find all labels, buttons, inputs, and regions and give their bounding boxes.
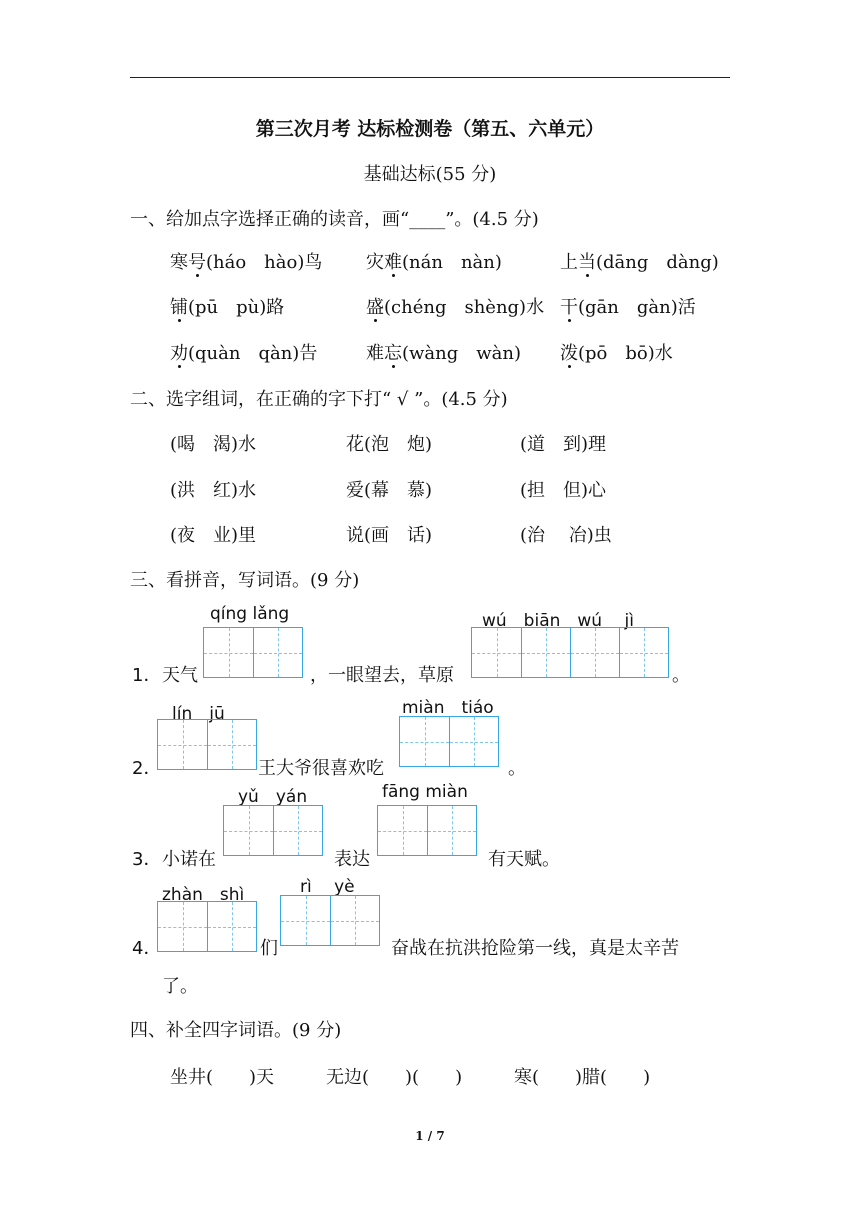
- idiom-item: 无边( )( ): [326, 1067, 463, 1088]
- q1-options[interactable]: (dāng dàng): [596, 252, 719, 273]
- q1-item: [170, 248, 322, 274]
- writing-grid[interactable]: [377, 805, 477, 856]
- q2-item: 说(画 话): [346, 525, 433, 546]
- q1-prefix: 难: [366, 343, 384, 364]
- writing-grid[interactable]: [203, 627, 303, 678]
- writing-grid[interactable]: [471, 627, 669, 678]
- q1-options[interactable]: (pō bō)水: [578, 343, 673, 364]
- q2-item: (道 到)理: [520, 434, 607, 455]
- q1-options[interactable]: (chéng shèng)水: [384, 297, 545, 318]
- q2-item: (喝 渴)水: [170, 434, 257, 455]
- idiom-item: 寒( )腊( ): [514, 1067, 651, 1088]
- page-number: 1 / 7: [415, 1129, 445, 1143]
- sentence-text: 。: [508, 758, 526, 779]
- q1-prefix: 寒: [170, 252, 188, 273]
- q1-options[interactable]: (wàng wàn): [402, 343, 522, 364]
- q2-item: (治 冶)虫: [520, 525, 612, 546]
- sentence-text: 有天赋。: [488, 849, 560, 870]
- question-number: 1．: [132, 665, 162, 686]
- q2-item: (夜 业)里: [170, 525, 257, 546]
- q1-dotted-char: 号: [188, 252, 206, 273]
- sentence-text: ，一眼望去，草原: [310, 665, 454, 686]
- q1-options[interactable]: (háo hào)鸟: [206, 252, 323, 273]
- section-3-heading: 三、看拼音，写词语。(9 分): [130, 570, 360, 591]
- idiom-item: 坐井( )天: [170, 1067, 275, 1088]
- section-4-heading: 四、补全四字词语。(9 分): [130, 1020, 342, 1041]
- writing-grid[interactable]: [399, 716, 499, 767]
- q1-prefix: 灾: [366, 252, 384, 273]
- section-1-heading: 一、给加点字选择正确的读音，画“____”。(4.5 分): [130, 209, 539, 230]
- sentence-text: 了。: [162, 976, 198, 997]
- q1-prefix: 上: [560, 252, 578, 273]
- q1-item: [170, 293, 284, 319]
- q1-dotted-char: 难: [384, 252, 402, 273]
- writing-grid[interactable]: [157, 719, 257, 770]
- page-title: 第三次月考 达标检测卷（第五、六单元）: [255, 118, 605, 140]
- sentence-text: 王大爷很喜欢吃: [258, 758, 384, 779]
- question-number: 4．: [132, 938, 162, 959]
- q1-item: [366, 339, 521, 365]
- q1-dotted-char: 盛: [366, 297, 384, 318]
- q1-item: [560, 293, 696, 319]
- q1-dotted-char: 劝: [170, 343, 188, 364]
- pinyin-label: yǔ yán: [238, 787, 308, 807]
- question-number: 3．: [132, 849, 162, 870]
- pinyin-label: lín jū: [172, 704, 225, 724]
- q1-options[interactable]: (gān gàn)活: [578, 297, 696, 318]
- q1-item: [560, 248, 719, 274]
- q2-item: 花(泡 炮): [346, 434, 433, 455]
- pinyin-label: qíng lǎng: [210, 604, 290, 624]
- sentence-text: 奋战在抗洪抢险第一线，真是太辛苦: [391, 938, 679, 959]
- q1-options[interactable]: (nán nàn): [402, 252, 502, 273]
- q1-dotted-char: 铺: [170, 297, 188, 318]
- writing-grid[interactable]: [157, 901, 257, 952]
- q2-item: (担 但)心: [520, 480, 607, 501]
- page-subtitle: 基础达标(55 分): [363, 164, 497, 185]
- q1-dotted-char: 泼: [560, 343, 578, 364]
- top-rule: [130, 77, 730, 78]
- writing-grid[interactable]: [280, 895, 380, 946]
- pinyin-label: zhàn shì: [162, 885, 245, 905]
- sentence-text: 表达: [334, 849, 370, 870]
- q1-item: [560, 339, 673, 365]
- pinyin-label: miàn tiáo: [402, 698, 494, 718]
- pinyin-label: rì yè: [300, 877, 355, 897]
- q2-item: 爱(幕 慕): [346, 480, 433, 501]
- q1-dotted-char: 忘: [384, 343, 402, 364]
- q1-dotted-char: 当: [578, 252, 596, 273]
- sentence-text: 天气: [162, 665, 198, 686]
- sentence-text: 们: [260, 938, 278, 959]
- q1-options[interactable]: (quàn qàn)告: [188, 343, 318, 364]
- section-2-heading: 二、选字组词，在正确的字下打“ √ ”。(4.5 分): [130, 389, 508, 410]
- question-number: 2．: [132, 758, 162, 779]
- q1-options[interactable]: (pū pù)路: [188, 297, 285, 318]
- sentence-text: 。: [672, 665, 690, 686]
- q1-dotted-char: 干: [560, 297, 578, 318]
- q2-item: (洪 红)水: [170, 480, 257, 501]
- pinyin-label: fāng miàn: [382, 782, 468, 802]
- writing-grid[interactable]: [223, 805, 323, 856]
- sentence-text: 小诺在: [162, 849, 216, 870]
- q1-item: [366, 293, 544, 319]
- q1-item: [366, 248, 502, 274]
- q1-item: [170, 339, 317, 365]
- pinyin-label: wú biān wú jì: [482, 611, 634, 631]
